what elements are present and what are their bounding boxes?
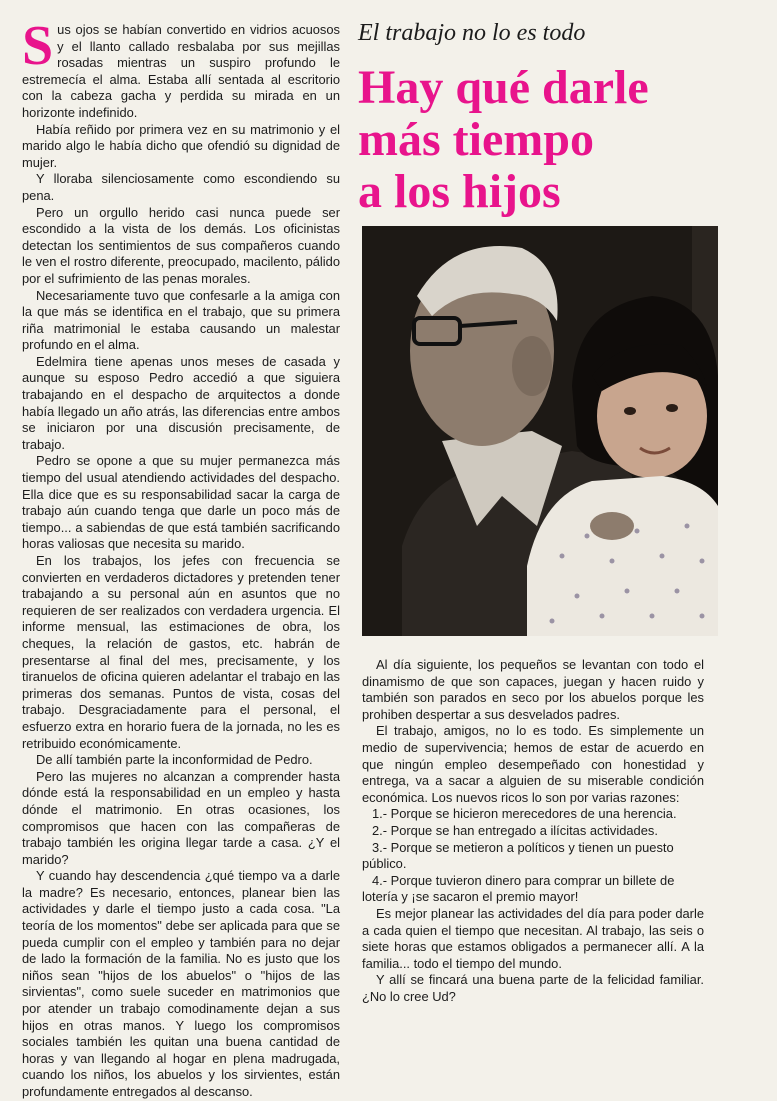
article-paragraph: Pedro se opone a que su mujer permanezca más tiempo del usual atendiendo actividades del despacho. Ella dice que es su responsabilidad sacar la carga de trabajo aún cuando tenga que darle un poco más de tiempo... a sabiendas de que está también sacrificando horas valiosas que necesita su marido.	[22, 453, 340, 552]
article-paragraph: Edelmira tiene apenas unos meses de casada y aunque su esposo Pedro accedió a que siguiera trabajando en el despacho de arquitectos a donde había llegado un año atrás, las diferencias entre ambos se iniciaron por una discusión precisamente, de trabajo.	[22, 353, 340, 452]
article-paragraph: Al día siguiente, los pequeños se levantan con todo el dinamismo de que son capaces, juegan y hacen ruido y también son parados en seco por los abuelos porque les prohiben despertar a sus desvelados padres.	[362, 657, 704, 722]
list-item: 1.- Porque se hicieron merecedores de una herencia.	[372, 806, 677, 822]
article-paragraph: Y allí se fincará una buena parte de la felicidad familiar. ¿No lo cree Ud?	[362, 972, 704, 1004]
article-paragraph: Y lloraba silenciosamente como escondiendo su pena.	[22, 171, 340, 203]
headline-line: a los hijos	[358, 165, 561, 218]
article-paragraph: El trabajo, amigos, no lo es todo. Es simplemente un medio de supervivencia; hemos de estar de acuerdo en que ningún empleo desempeñado con honestidad y entrega, va a sacar a alguien de su miserable condición económica. Los nuevos ricos lo son por varias razones:	[362, 723, 704, 805]
article-paragraph: Y cuando hay descendencia ¿qué tiempo va a darle la madre? Es necesario, entonces, planear bien las actividades y darle el tiempo justo a cada cosa. "La teoría de los momentos" debe ser aplicada para que se pueda cumplir con el empleo y también para no dejar de lado la formación de la familia. No es justo que los niños sean "hijos de los abuelos" o "hijos de las sirvientas", como suele suceder en matrimonios que por atender un trabajo comodinamente dejan a sus hijos en otras manos. Y luego los compromisos sociales también les quitan una buena cantidad de horas y van llegando al hogar en plena madrugada, cuando los niños, los abuelos y los sirvientes, están profundamente entregados al descanso.	[22, 868, 340, 1099]
photo-illustration	[362, 226, 718, 636]
article-paragraph: Sus ojos se habían convertido en vidrios acuosos y el llanto callado resbalaba por sus mejillas rosadas mientras un suspiro profundo le estremecía el alma. Estaba allí sentada al escritorio con la cabeza gacha y perdida su mirada en un horizonte indefinido.	[22, 15, 340, 120]
list-item: 3.- Porque se metieron a políticos y tienen un puesto público.	[362, 839, 674, 872]
headline-line: más tiempo	[358, 113, 594, 166]
list-item: 4.- Porque tuvieron dinero para comprar un billete de lotería y ¡se sacaron el premio mayor!	[362, 872, 675, 905]
article-paragraph: Pero las mujeres no alcanzan a comprender hasta dónde está la responsabilidad en un empleo y hasta dónde el matrimonio. En otras ocasiones, los compromisos que hacen con las compañeras de trabajo también les origina llegar tarde a casa. ¿Y el marido?	[22, 768, 340, 867]
list-item: 2.- Porque se han entregado a ilícitas actividades.	[372, 822, 658, 838]
article-headline	[358, 62, 768, 218]
article-paragraph: Pero un orgullo herido casi nunca puede ser escondido a la vista de los demás. Los oficinistas detectan los sentimientos de sus compañeros cuando le ven el rostro diferente, preocupado, macilento, pálido por el sufrimiento de las penas morales.	[22, 204, 340, 286]
article-right-column	[362, 657, 704, 1027]
article-photo	[362, 226, 718, 636]
article-kicker: El trabajo no lo es todo	[358, 20, 586, 46]
headline-line: Hay qué darle	[358, 61, 649, 114]
article-paragraph: Había reñido por primera vez en su matrimonio y el marido algo le había dicho que ofendió su dignidad de mujer.	[22, 121, 340, 170]
article-left-column	[22, 15, 340, 1099]
article-paragraph: En los trabajos, los jefes con frecuencia se convierten en verdaderos dictadores y pretenden tener trabajando a su personal aún en asuntos que no requieren de ser realizados con verdadera urgencia. El informe mensual, las estimaciones de obra, los cheques, la relación de gastos, etc. habrán de presentarse al final del mes, precisamente, y los tiranuelos de oficina quieren adelantar el trabajo en las primeras dos semanas. Puntos de vista, cosas del trabajo. Desgraciadamente para el personal, el esfuerzo extra en horario fuera de la jornada, no les es retribuido económicamente.	[22, 553, 340, 751]
article-paragraph: De allí también parte la inconformidad de Pedro.	[36, 752, 313, 768]
article-paragraph: Necesariamente tuvo que confesarle a la amiga con la que más se identifica en el trabajo, que su primera riña matrimonial le estaba causando un malestar profundo en el alma.	[22, 287, 340, 353]
drop-cap: S	[22, 15, 54, 77]
article-paragraph: Es mejor planear las actividades del día para poder darle a cada quien el tiempo que necesitan. Al trabajo, las seis o siete horas que estamos obligados a permanecer allí. A la familia... todo el tiempo del mundo.	[362, 905, 704, 971]
